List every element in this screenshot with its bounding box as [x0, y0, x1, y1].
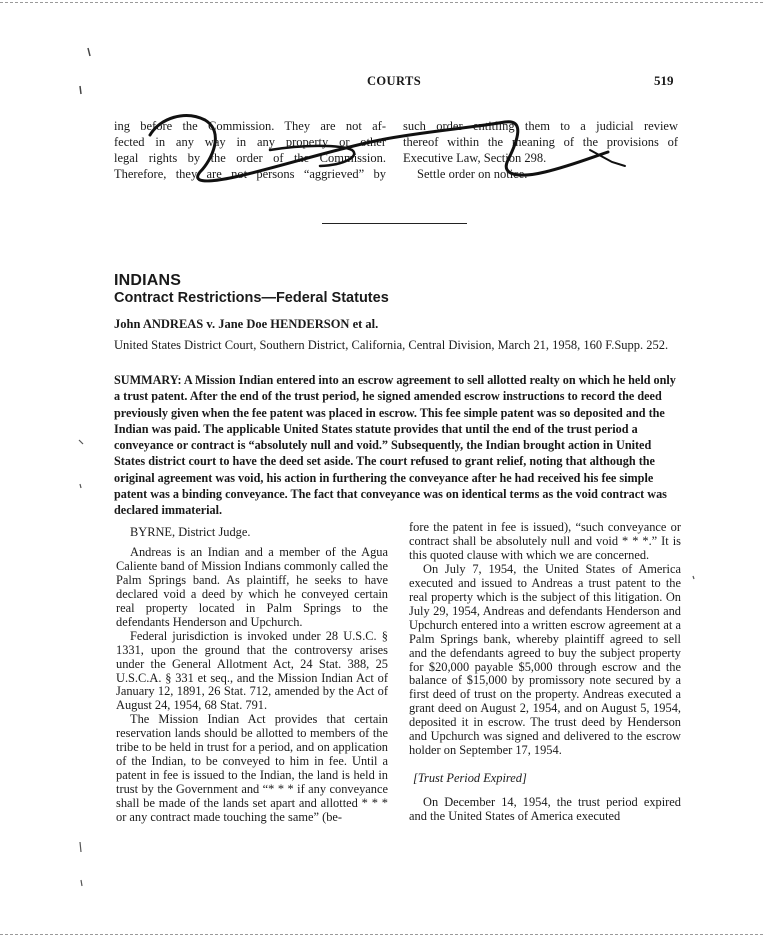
margin-tick	[693, 576, 694, 579]
opinion-paragraph: fore the patent in fee is issued), “such conveyance or contract shall be absolutely null and void * * *.” It is this quoted clause with which we are concerned.	[409, 520, 681, 562]
opinion-paragraph: On December 14, 1954, the trust period expired and the United States of America executed	[409, 795, 681, 824]
opinion-left-column	[116, 526, 388, 825]
section-divider	[322, 223, 467, 224]
running-header: COURTS	[367, 74, 422, 88]
fragment-line: such order entitling them to a judicial review	[403, 119, 678, 133]
margin-tick	[79, 440, 83, 444]
opinion-paragraph: Andreas is an Indian and a member of the Agua Caliente band of Mission Indians commonly called the Palm Springs band. As plaintiff, he seeks to have declared void a deed by which he conveyed certain real property located in Palm Springs to the defendants Henderson and Upchurch.	[116, 544, 388, 629]
fragment-line: Executive Law, Section 298.	[403, 151, 547, 165]
summary-label: SUMMARY:	[114, 373, 182, 387]
opinion-paragraph: Federal jurisdiction is invoked under 28 U.S.C. § 1331, upon the ground that the controversy arises under the General Allotment Act, 24 Stat. 388, 25 U.S.C.A. § 331 et seq., and the Mission Indian Act of January 12, 1891, 26 Stat. 712, amended by the Act of August 24, 1954, 68 Stat. 791.	[116, 628, 388, 713]
opinion-right-column	[409, 521, 681, 824]
summary-text: A Mission Indian entered into an escrow agreement to sell allotted realty on which he held only a trust patent. After the end of the trust period, he signed amended escrow instructions to record the deed previously given when the fee patent was placed in escrow. This fee simple patent was so deposited and the Indian was paid. The applicable United States statute provides that until the end of the trust period a conveyance or contract is “absolutely null and void.” Subsequently, the Indian brought action in United States district court to have the deed set aside. The court refused to grant relief, noting that although the original agreement was void, his action in furthering the conveyance after he had received his fee simple patent was a binding conveyance. The fact that conveyance was on identical terms as the void contract was declared immaterial.	[114, 373, 676, 518]
opinion-paragraph: On July 7, 1954, the United States of America executed and issued to Andreas a trust patent to the real property which is the subject of this litigation. On July 29, 1954, Andreas and defendants Henderson and Upchurch entered into a written escrow agreement at a Palm Springs bank, whereby plaintiff agreed to sell and the defendants agreed to buy the subject property for $20,000 payable $5,000 through escrow and the balance of $15,000 by promissory note secured by a first deed of trust on the property. Andreas executed a grant deed on August 2, 1954, and on August 5, 1954, deposited it in escrow. The trust deed by Henderson and Upchurch was signed and delivered to the escrow holder on September 17, 1954.	[409, 561, 681, 758]
margin-tick	[81, 880, 82, 886]
subtopic-heading: Contract Restrictions—Federal Statutes	[114, 290, 389, 306]
fragment-line: fected in any way in any property or other	[114, 135, 386, 149]
section-heading: [Trust Period Expired]	[413, 771, 527, 786]
court-citation: United States District Court, Southern District, California, Central Division, March 21, 1958, 160 F.Supp. 252.	[114, 338, 669, 352]
fragment-line: thereof within the meaning of the provisions of	[403, 135, 678, 149]
page-number: 519	[654, 73, 674, 88]
bottom-scan-edge	[0, 934, 763, 935]
top-fragment-right-column	[403, 118, 678, 182]
case-parties: John ANDREAS v. Jane Doe HENDERSON et al.	[114, 317, 379, 331]
fragment-line: Therefore, they are not persons “aggrieved” by	[114, 167, 386, 181]
top-fragment-left-column	[114, 118, 386, 182]
settle-order-line: Settle order on notice.	[417, 167, 528, 181]
fragment-line: ing before the Commission. They are not af-	[114, 119, 386, 133]
topic-heading: INDIANS	[114, 272, 182, 289]
margin-tick	[80, 86, 81, 94]
margin-tick	[80, 842, 81, 852]
fragment-line: legal rights by the order of the Commission.	[114, 151, 386, 165]
margin-tick	[88, 48, 90, 56]
top-scan-edge	[0, 2, 763, 3]
judge-name: BYRNE, District Judge.	[130, 525, 251, 539]
case-summary	[114, 372, 679, 519]
opinion-paragraph: The Mission Indian Act provides that certain reservation lands should be allotted to members of the tribe to be held in trust for a period, and on application of the Indian, to be conveyed to him in fee. Until a patent in fee is issued to the Indian, the land is held in trust by the Government and “* * * if any conveyance shall be made of the lands set apart and allotted * * * or any contract made touching the same” (be-	[116, 712, 388, 825]
margin-tick	[80, 484, 81, 488]
